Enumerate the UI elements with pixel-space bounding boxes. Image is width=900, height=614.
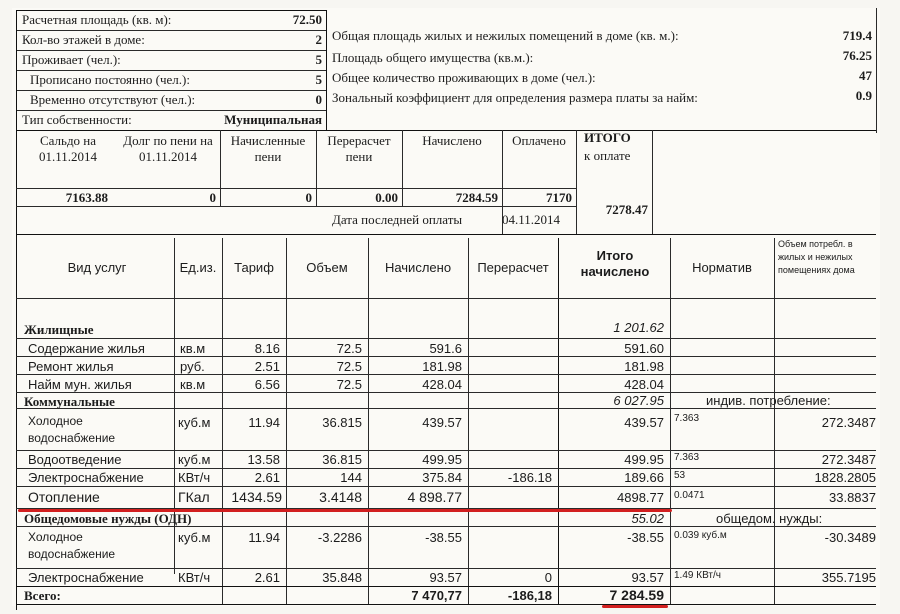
row-volume: 144 xyxy=(340,470,362,485)
row-volume: 72.5 xyxy=(336,377,362,392)
row-accrued: 591.6 xyxy=(429,341,462,356)
row-unit: куб.м xyxy=(178,530,211,545)
row-total: 428.04 xyxy=(624,377,664,392)
col-unit: Ед.из. xyxy=(179,260,217,275)
row-service-name: Электроснабжение xyxy=(28,470,144,485)
row-tariff: 6.56 xyxy=(254,377,280,392)
group-communal-total: 6 027.95 xyxy=(613,393,664,408)
info-value-ownership: Муниципальная xyxy=(224,112,322,127)
header-accrued: Начислено xyxy=(422,133,482,148)
row-service-name: Электроснабжение xyxy=(28,570,144,585)
row-norm: 0.0471 xyxy=(674,490,705,501)
info-value-registered: 5 xyxy=(315,72,322,87)
row-unit: куб.м xyxy=(178,452,211,467)
row-accrued: -38.55 xyxy=(425,530,462,545)
row-total: 189.66 xyxy=(624,470,664,485)
totals-grand-total: 7 284.59 xyxy=(609,587,664,603)
row-total: 499.95 xyxy=(624,452,664,467)
row-consumption: -30.3489 xyxy=(824,530,876,545)
info-value-common-area: 76.25 xyxy=(842,48,872,63)
row-unit: ГКал xyxy=(178,489,210,505)
row-accrued: 93.57 xyxy=(429,570,462,585)
row-total: 4898.77 xyxy=(617,490,664,505)
group-odn-note: общедом. нужды: xyxy=(716,511,823,526)
row-volume: 3.4148 xyxy=(319,489,362,505)
col-total: Итого начислено xyxy=(580,248,650,279)
value-total-to-pay: 7278.47 xyxy=(605,202,648,217)
row-recalc: -186.18 xyxy=(507,470,552,485)
info-value-floors: 2 xyxy=(315,32,322,47)
row-accrued: 428.04 xyxy=(422,377,462,392)
row-norm: 7.363 xyxy=(674,452,700,463)
value-accrued-fines: 0 xyxy=(305,190,312,205)
group-communal-note: индив. потребление: xyxy=(706,393,831,408)
header-paid: Оплачено xyxy=(512,133,566,148)
row-unit: КВт/ч xyxy=(178,570,211,585)
info-value-zonal-coef: 0.9 xyxy=(855,88,872,103)
col-tariff: Тариф xyxy=(234,260,274,275)
group-communal: Коммунальные xyxy=(24,394,115,409)
header-total: ИТОГО xyxy=(584,130,631,145)
info-label-residents: Проживает (чел.): xyxy=(22,52,121,67)
group-odn: Общедомовые нужды (ОДН) xyxy=(24,511,192,526)
row-service-name: Отопление xyxy=(28,489,100,505)
row-accrued: 439.57 xyxy=(422,415,462,430)
value-debt: 0 xyxy=(209,190,216,205)
header-debt-fines: Долг по пени на 01.11.2014 xyxy=(123,133,213,164)
row-volume: 72.5 xyxy=(336,341,362,356)
row-recalc: 0 xyxy=(544,570,552,585)
group-housing: Жилищные xyxy=(24,322,94,337)
info-label-house-area: Общая площадь жилых и нежилых помещений в доме (кв. м.): xyxy=(332,28,679,43)
header-recalc-fines: Перерасчет пени xyxy=(327,133,391,164)
highlight-total-underline xyxy=(602,605,668,608)
row-tariff: 11.94 xyxy=(248,530,280,545)
row-total: -38.55 xyxy=(627,530,664,545)
info-label-zonal-coef: Зональный коэффициент для определения размера платы за найм: xyxy=(332,90,698,105)
info-label-ownership: Тип собственности: xyxy=(22,112,132,127)
info-label-absent: Временно отсутствуют (чел.): xyxy=(30,92,196,107)
row-consumption: 33.8837 xyxy=(829,490,876,505)
value-accrued: 7284.59 xyxy=(455,190,498,205)
row-tariff: 2.51 xyxy=(254,359,280,374)
header-accrued-fines: Начисленные пени xyxy=(230,133,306,164)
info-value-residents: 5 xyxy=(315,52,322,67)
row-unit: кв.м xyxy=(180,341,206,356)
info-label-total-residents: Общее количество проживающих в доме (чел.): xyxy=(332,70,596,85)
info-label-area: Расчетная площадь (кв. м): xyxy=(22,12,172,27)
col-norm: Норматив xyxy=(692,260,752,275)
row-total: 93.57 xyxy=(631,570,664,585)
row-volume: 72.5 xyxy=(336,359,362,374)
row-service-name: Содержание жилья xyxy=(28,341,145,356)
row-service-name: Холодное водоснабжение xyxy=(28,530,116,561)
col-service: Вид услуг xyxy=(67,260,127,275)
row-volume: 36.815 xyxy=(322,452,362,467)
row-norm: 53 xyxy=(674,470,686,481)
row-tariff: 13.58 xyxy=(247,452,280,467)
info-value-total-residents: 47 xyxy=(859,68,872,83)
row-norm: 7.363 xyxy=(674,413,700,424)
value-saldo: 7163.88 xyxy=(65,190,108,205)
totals-label: Всего: xyxy=(24,588,61,603)
row-accrued: 181.98 xyxy=(422,359,462,374)
row-service-name: Холодное водоснабжение xyxy=(28,414,116,445)
info-value-house-area: 719.4 xyxy=(842,28,872,43)
header-saldo: Сальдо на 01.11.2014 xyxy=(38,133,98,164)
info-label-registered: Прописано постоянно (чел.): xyxy=(30,72,190,87)
row-consumption: 272.3487 xyxy=(821,415,876,430)
row-service-name: Ремонт жилья xyxy=(28,359,114,374)
group-odn-total: 55.02 xyxy=(631,511,664,526)
value-paid: 7170 xyxy=(546,190,572,205)
row-volume: 36.815 xyxy=(322,415,362,430)
row-tariff: 2.61 xyxy=(254,470,280,485)
row-consumption: 355.7195 xyxy=(821,570,876,585)
header-total-sub: к оплате xyxy=(584,148,631,163)
group-housing-total: 1 201.62 xyxy=(613,320,664,335)
row-service-name: Найм мун. жилья xyxy=(28,377,132,392)
row-volume: -3.2286 xyxy=(317,530,362,545)
row-consumption: 1828.2805 xyxy=(814,470,876,485)
info-label-common-area: Площадь общего имущества (кв.м.): xyxy=(332,50,534,65)
row-accrued: 4 898.77 xyxy=(407,489,462,505)
row-tariff: 11.94 xyxy=(248,415,280,430)
row-unit: куб.м xyxy=(178,415,211,430)
row-tariff: 8.16 xyxy=(254,341,280,356)
col-volume: Объем xyxy=(306,260,348,275)
row-tariff: 2.61 xyxy=(254,570,280,585)
row-total: 591.60 xyxy=(624,341,664,356)
info-value-absent: 0 xyxy=(315,92,322,107)
value-recalc-fines: 0.00 xyxy=(375,190,398,205)
row-norm: 0.039 куб.м xyxy=(674,530,727,541)
row-unit: руб. xyxy=(180,359,205,374)
row-consumption: 272.3487 xyxy=(821,452,876,467)
row-tariff: 1434.59 xyxy=(231,489,282,505)
totals-recalc: -186,18 xyxy=(507,588,552,603)
info-value-area: 72.50 xyxy=(292,12,322,27)
col-consumption: Объем потребл. в жилых и нежилых помещениях дома xyxy=(778,239,855,276)
col-accrued: Начислено xyxy=(384,260,452,275)
row-accrued: 499.95 xyxy=(422,452,462,467)
totals-accrued: 7 470,77 xyxy=(411,588,462,603)
row-norm: 1.49 КВт/ч xyxy=(674,570,721,581)
info-label-floors: Кол-во этажей в доме: xyxy=(22,32,145,47)
row-unit: кв.м xyxy=(180,377,206,392)
last-payment-label: Дата последней оплаты xyxy=(332,212,463,227)
last-payment-date: 04.11.2014 xyxy=(502,212,561,227)
bill-sheet xyxy=(12,8,880,606)
row-unit: КВт/ч xyxy=(178,470,211,485)
row-total: 439.57 xyxy=(624,415,664,430)
row-service-name: Водоотведение xyxy=(28,452,122,467)
row-total: 181.98 xyxy=(624,359,664,374)
row-volume: 35.848 xyxy=(322,570,362,585)
col-recalc: Перерасчет xyxy=(477,260,549,275)
row-accrued: 375.84 xyxy=(422,470,462,485)
